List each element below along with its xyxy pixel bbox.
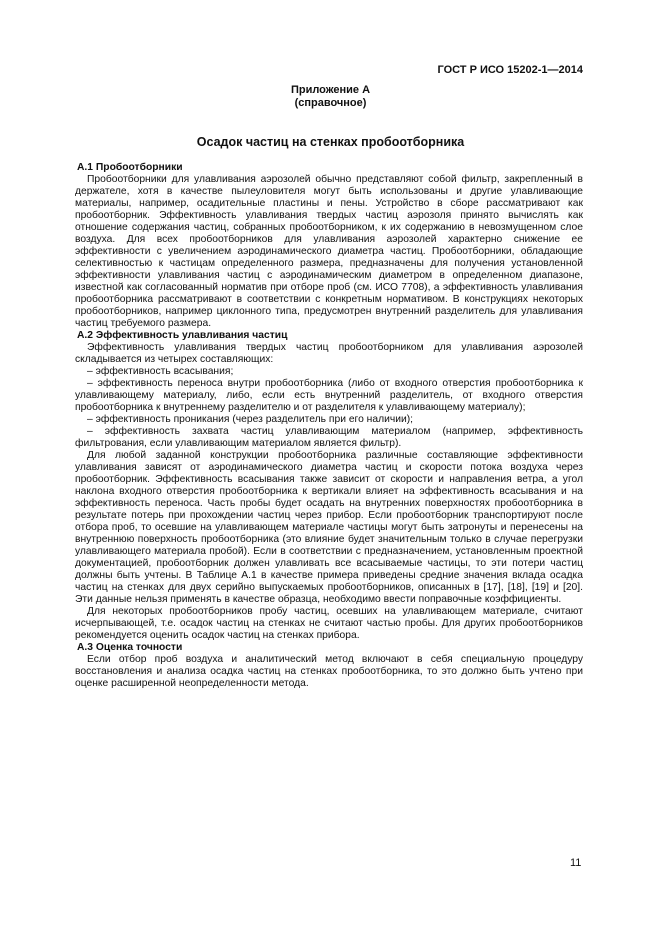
- document-body: [75, 162, 583, 690]
- annex-label: Приложение А: [290, 84, 371, 96]
- list-item: – эффективность проникания (через разделитель при его наличии);: [87, 414, 413, 425]
- list-item: – эффективность всасывания;: [87, 366, 234, 377]
- annex-note: (справочное): [294, 97, 367, 109]
- annex-heading: [0, 84, 661, 110]
- paragraph: Пробоотборники для улавливания аэрозолей обычно представляют собой фильтр, закрепленный в держателе, хотя в качестве пылеуловителя могут быть использованы и другие улавливающие материалы, например, осадительные пластины и пены. Устройство в сборе рассматривают как пробоотборник. Эффективность улавливания твердых частиц аэрозоля принято вычислять как отношение содержания частиц, собранных пробоотборником, к их содержанию в невозмущенном слое воздуха. Для всех пробоотборников для улавливания аэрозолей характерно снижение ее эффективности с увеличением аэродинамического диаметра частиц. Пробоотборники, обладающие селективностью к частицам определенного размера, предназначены для получения установленной эффективности улавливания частиц с аэродинамическим диаметром в определенном диапазоне, известной как согласованный норматив при отборе проб (см. ИСО 7708), а эффективность улавливания пробоотборника рассматривают в соответствии с конкретным нормативом. В конструкциях некоторых пробоотборников, например циклонного типа, предусмотрен внутренний разделитель для улавливания частиц требуемого размера.: [75, 174, 583, 329]
- list-item: – эффективность захвата частиц улавливающим материалом (например, эффективность фильтрования, если улавливающим материалом является фильтр).: [75, 426, 583, 449]
- section-heading-a1: А.1 Пробоотборники: [77, 162, 183, 173]
- list-item: – эффективность переноса внутри пробоотборника (либо от входного отверстия пробоотборника к улавливающему материалу, либо, если есть внутренний разделитель, от входного отверстия пробоотборника к внутреннему разделителю и от разделителя к улавливающему материалу);: [75, 378, 583, 413]
- paragraph: Для любой заданной конструкции пробоотборника различные составляющие эффективности улавливания зависят от аэродинамического диаметра частиц и скорости потока воздуха через пробоотборник. Эффективность всасывания также зависит от скорости и направления ветра, а угол наклона входного отверстия пробоотборника к вертикали влияет на эффективность всасывания и на эффективность переноса. Часть пробы будет осадать на внутренних поверхностях пробоотборника в результате потерь при прохождении частиц через прибор. Если пробоотборник транспортируют после отбора проб, то осевшие на улавливающем материале частицы могут быть затронуты и перенесены на внутреннюю поверхность пробоотборника (это влияние будет значительным только в случае перегрузки улавливающего материала пробой). Если в соответствии с предназначением, установленным проектной документацией, пробоотборник должен улавливать все всасываемые частицы, то эти потери частиц должны быть учтены. В Таблице А.1 в качестве примера приведены средние значения вклада осадка частиц на стенках для двух серийно выпускаемых пробоотборников, описанных в [17], [18], [19] и [20]. Эти данные нельзя применять в качестве образца, необходимо ввести поправочные коэффициенты.: [75, 450, 583, 605]
- annex-title: Осадок частиц на стенках пробоотборника: [196, 135, 465, 149]
- section-heading-a2: А.2 Эффективность улавливания частиц: [77, 330, 288, 341]
- paragraph: Эффективность улавливания твердых частиц пробоотборником для улавливания аэрозолей складывается из четырех составляющих:: [75, 342, 583, 365]
- paragraph: Для некоторых пробоотборников пробу частиц, осевших на улавливающем материале, считают исчерпывающей, т.е. осадок частиц на стенках не считают частью пробы. Для других пробоотборников рекомендуется оценить осадок частиц на стенках прибора.: [75, 606, 583, 641]
- paragraph: Если отбор проб воздуха и аналитический метод включают в себя специальную процедуру восстановления и анализа осадка частиц на стенках пробоотборника, то это должно быть учтено при оценке расширенной неопределенности метода.: [75, 654, 583, 689]
- document-code: ГОСТ Р ИСО 15202-1—2014: [437, 64, 583, 76]
- page-number: 11: [570, 857, 582, 869]
- section-heading-a3: А.3 Оценка точности: [77, 642, 183, 653]
